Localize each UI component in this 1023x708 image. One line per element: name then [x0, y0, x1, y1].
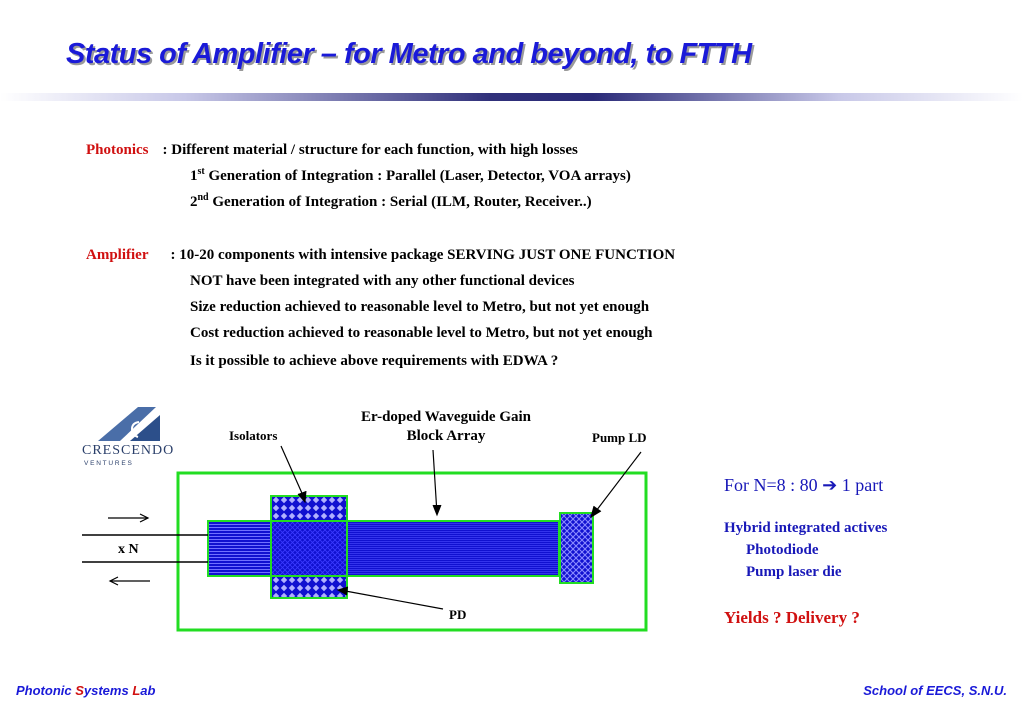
pd-label: PD [449, 607, 467, 622]
side-yields: Yields ? Delivery ? [724, 608, 860, 627]
photonics-row-1 [86, 142, 578, 159]
footer-left [16, 683, 155, 698]
footer-right: School of EECS, S.N.U. [863, 683, 1007, 698]
side-pump-die: Pump laser die [746, 564, 842, 580]
amplifier-line-2: NOT have been integrated with any other functional devices [190, 273, 575, 289]
photonics-row-3 [190, 194, 592, 211]
photonics-gen-number: 1 [190, 168, 198, 184]
footer-left-accent: L [132, 683, 141, 698]
photonics-gen-number: 2 [190, 194, 198, 210]
ewga-label [336, 408, 556, 446]
pump-ld-label: Pump LD [592, 430, 647, 445]
footer-left-part: Photonic [16, 683, 76, 698]
logo-sub: V E N T U R E S [84, 460, 132, 467]
footer-left-part: ab [140, 683, 156, 698]
photonics-row-2 [190, 168, 631, 185]
photonics-line-2: Generation of Integration : Parallel (Laser, Detector, VOA arrays) [204, 168, 631, 184]
photodiode-block [271, 521, 347, 576]
fiber-array [208, 521, 271, 576]
amplifier-line-5: Is it possible to achieve above requirements with EDWA ? [190, 353, 559, 369]
chip-outline [178, 473, 646, 630]
amplifier-line-1: : 10-20 components with intensive package SERVING JUST ONE FUNCTION [170, 247, 676, 263]
amplifier-key: Amplifier [86, 247, 149, 263]
right-arrow-icon: ➔ [822, 475, 838, 495]
isolators-pointer [281, 446, 305, 500]
ewga-label-line-1: Er-doped Waveguide Gain [360, 409, 532, 425]
ewga-label-line-2: Block Array [406, 428, 486, 444]
ewga-pointer [433, 450, 437, 514]
isolators-label: Isolators [229, 428, 278, 443]
photonics-line-3: Generation of Integration : Serial (ILM, Router, Receiver..) [208, 194, 592, 210]
photonics-line-1: : Different material / structure for each function, with high losses [162, 142, 578, 158]
isolator-bottom [271, 576, 347, 598]
logo-name: CRESCENDO [82, 443, 175, 458]
footer-left-accent: S [75, 683, 84, 698]
title-divider [0, 93, 1023, 101]
xn-label: x N [118, 542, 139, 557]
amplifier-row-1 [86, 247, 675, 264]
photonics-gen-suffix: nd [197, 192, 209, 203]
side-formula [724, 475, 883, 496]
footer-left-part: ystems [83, 683, 133, 698]
isolator-top [271, 496, 347, 521]
pd-pointer [340, 590, 443, 609]
crescendo-logo [80, 405, 180, 467]
pump-ld [560, 513, 593, 583]
side-photodiode: Photodiode [746, 542, 819, 558]
page-title: Status of Amplifier – for Metro and beyond, to FTTH [66, 38, 752, 70]
amplifier-line-3: Size reduction achieved to reasonable level to Metro, but not yet enough [190, 299, 650, 315]
formula-post: 1 part [837, 475, 884, 495]
pump-ld-pointer [593, 452, 641, 515]
formula-pre: For N=8 : 80 [724, 475, 823, 495]
amplifier-line-4: Cost reduction achieved to reasonable level to Metro, but not yet enough [190, 325, 653, 341]
photonics-key: Photonics [86, 142, 149, 158]
photonics-gen-suffix: st [197, 166, 205, 177]
crescendo-logo-mark [80, 405, 180, 467]
side-hybrid: Hybrid integrated actives [724, 520, 888, 536]
waveguide-gain-array [347, 521, 559, 576]
